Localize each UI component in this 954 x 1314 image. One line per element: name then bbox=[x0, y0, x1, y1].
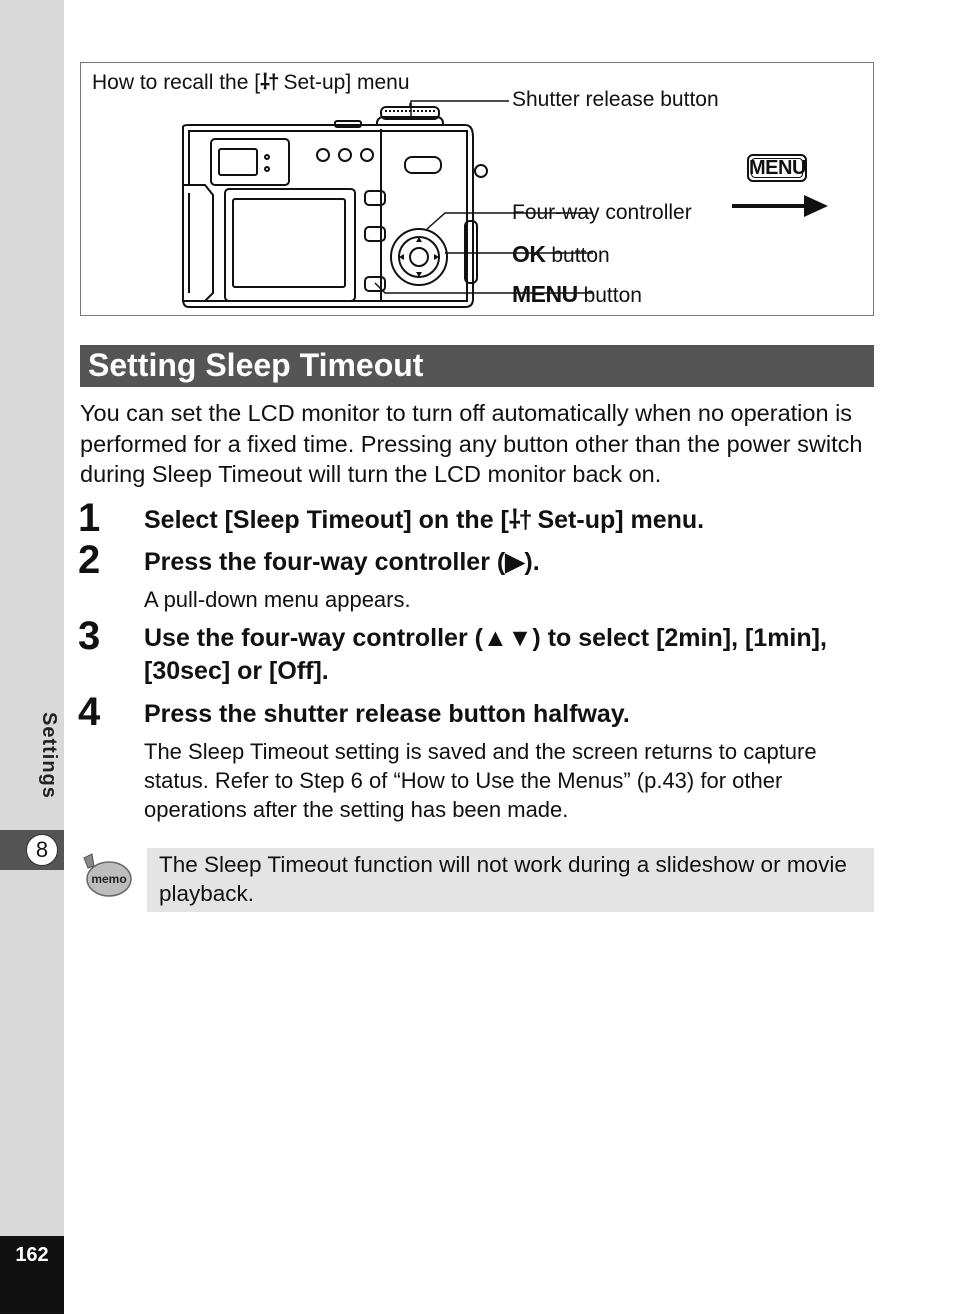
ok-button-label: button bbox=[545, 244, 610, 267]
menu-callout bbox=[512, 281, 642, 308]
memo-icon bbox=[82, 852, 132, 898]
arrow-right-icon bbox=[732, 193, 832, 223]
step-1-title-part-b: Set-up] menu. bbox=[530, 506, 705, 534]
wrench-icon: ⸸† bbox=[508, 506, 531, 534]
chapter-number: 8 bbox=[26, 834, 58, 866]
sidebar-section-label: Settings bbox=[38, 712, 60, 799]
menu-symbol: MENU bbox=[512, 281, 578, 307]
step-number-1: 1 bbox=[78, 496, 101, 540]
four-way-callout: Four-way controller bbox=[512, 201, 692, 224]
ok-callout bbox=[512, 241, 610, 268]
intro-paragraph: You can set the LCD monitor to turn off automatically when no operation is performed for a fixed time. Pressing any button other than the power switch during Sleep Timeout will turn the LCD monitor back on. bbox=[80, 400, 863, 487]
section-title: Setting Sleep Timeout bbox=[88, 347, 424, 383]
shutter-callout: Shutter release button bbox=[512, 88, 719, 111]
step-1-title-part-a: Select [Sleep Timeout] on the [ bbox=[144, 506, 509, 534]
recall-menu-box bbox=[80, 62, 874, 316]
step-title-2: Press the four-way controller (▶). bbox=[144, 548, 540, 576]
page-number: 162 bbox=[15, 1244, 49, 1266]
step-body-4: The Sleep Timeout setting is saved and the screen returns to capture status. Refer to Step 6 of “How to Use the Menus” (p.43) for other operations after the setting has been made. bbox=[144, 739, 817, 822]
memo-icon-label: memo bbox=[91, 872, 127, 886]
memo-box bbox=[147, 848, 874, 912]
step-number-2: 2 bbox=[78, 538, 101, 582]
ok-symbol: OK bbox=[512, 241, 546, 267]
step-title-4: Press the shutter release button halfway. bbox=[144, 700, 630, 728]
recall-title-suffix: Set-up] menu bbox=[277, 71, 410, 94]
step-number-4: 4 bbox=[78, 690, 101, 734]
chapter-sidebar bbox=[0, 0, 64, 1314]
menu-button-icon: MENU bbox=[747, 154, 807, 182]
callout-lines bbox=[81, 63, 875, 317]
wrench-icon: ⸸† bbox=[260, 71, 278, 94]
menu-button-label: button bbox=[577, 284, 642, 307]
step-title-1 bbox=[144, 504, 874, 537]
step-title-3: Use the four-way controller (▲▼) to select [2min], [1min], [30sec] or [Off]. bbox=[144, 624, 827, 685]
step-number-3: 3 bbox=[78, 614, 101, 658]
recall-title-prefix: How to recall the [ bbox=[92, 71, 261, 94]
step-body-2: A pull-down menu appears. bbox=[144, 587, 411, 612]
memo-text: The Sleep Timeout function will not work during a slideshow or movie playback. bbox=[159, 852, 847, 906]
section-header bbox=[80, 345, 874, 387]
